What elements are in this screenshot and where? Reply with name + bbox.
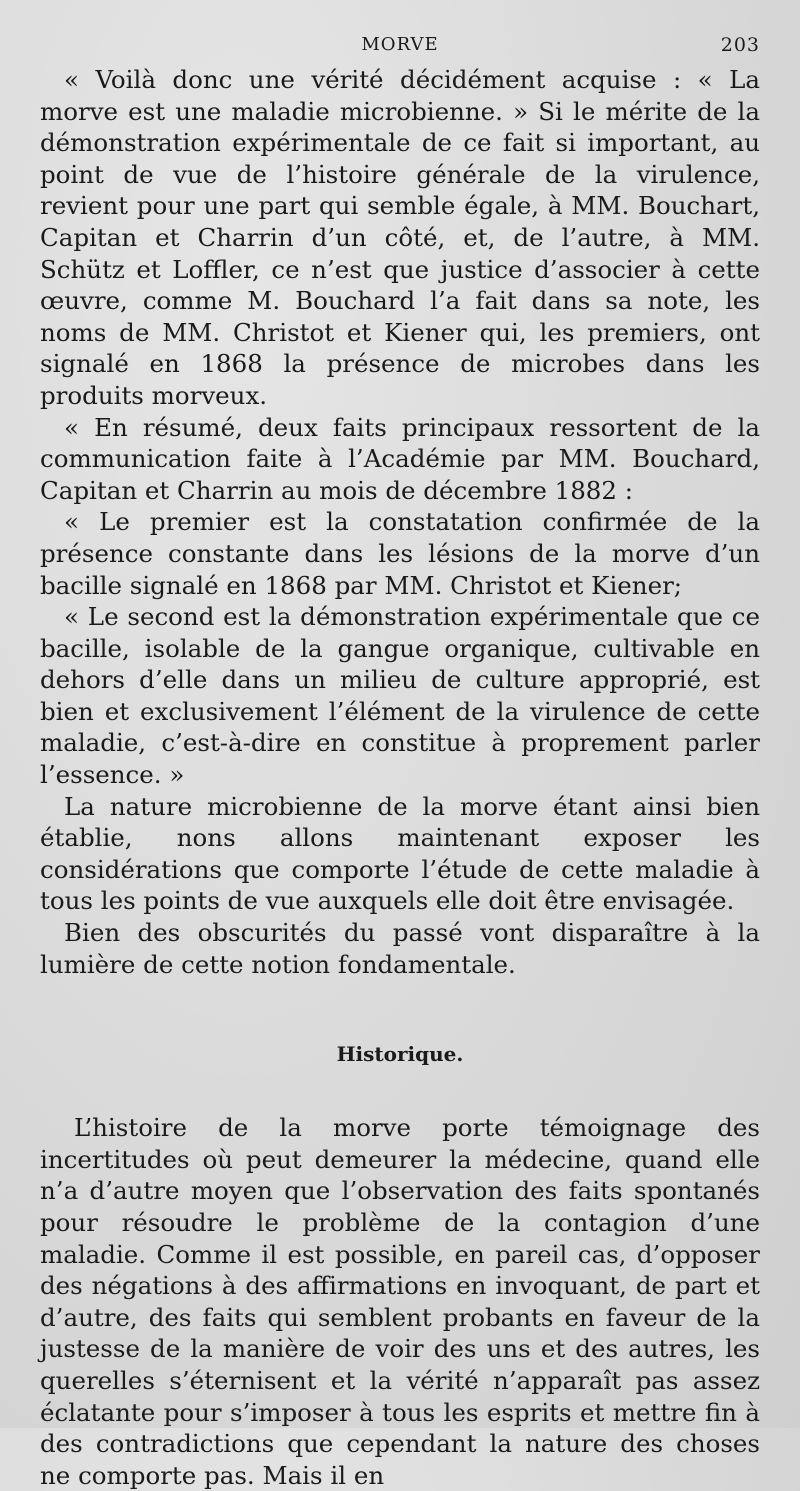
body-text-bottom	[40, 1112, 760, 1491]
running-header	[40, 30, 760, 64]
paragraph-obscurites: Bien des obscurités du passé vont disparaître à la lumière de cette notion fondamentale.	[40, 918, 760, 979]
paragraph-quote-resume: « En résumé, deux faits principaux ressortent de la communication faite à l’Académie par MM. Bouchard, Capitan et Charrin au mois de décembre 1882 :	[40, 412, 760, 505]
paragraph-nature-microbienne: La nature microbienne de la morve étant ainsi bien établie, nons allons maintenant exposer les considérations que comporte l’étude de cette maladie à tous les points de vue auxquels elle doit être envisagée.	[40, 791, 760, 916]
paragraph-quote-second: « Le second est la démonstration expérimentale que ce bacille, isolable de la gangue organique, cultivable en dehors d’elle dans un milieu de culture approprié, est bien et exclusivement l’élément de la virulence de cette maladie, c’est-à-dire en constitue à proprement parler l’essence. »	[40, 602, 760, 790]
paragraph-histoire: L’histoire de la morve porte témoignage des incertitudes où peut demeurer la médecine, quand elle n’a d’autre moyen que l’observation des faits spontanés pour résoudre le problème de la contagion d’une maladie. Comme il est possible, en pareil cas, d’opposer des négations à des affirmations en invoquant, de part et d’autre, des faits qui semblent probants en faveur de la justesse de la manière de voir des uns et des autres, les querelles s’éternisent et la vérité n’apparaît pas assez éclatante pour s’imposer à tous les esprits et mettre fin à des contradictions que cependant la nature des choses ne comporte pas. Mais il en	[40, 1113, 760, 1490]
paragraph-quote-premier: « Le premier est la constatation confirmée de la présence constante dans les lésions de la morve d’un bacille signalé en 1868 par MM. Christot et Kiener;	[40, 507, 760, 600]
paragraph-quote-verite: « Voilà donc une vérité décidément acquise : « La morve est une maladie microbienne. » Si le mérite de la démonstration expérimentale de ce fait si important, au point de vue de l’histoire générale de la virulence, revient pour une part qui semble égale, à MM. Bouchart, Capitan et Charrin d’un côté, et, de l’autre, à MM. Schütz et Loffler, ce n’est que justice d’associer à cette œuvre, comme M. Bouchard l’a fait dans sa note, les noms de MM. Christot et Kiener qui, les premiers, ont signalé en 1868 la présence de microbes dans les produits morveux.	[40, 65, 760, 410]
running-title: MORVE	[361, 34, 439, 55]
body-text-top	[40, 64, 760, 980]
page-number: 203	[720, 34, 760, 56]
section-title: Historique.	[336, 1042, 464, 1067]
